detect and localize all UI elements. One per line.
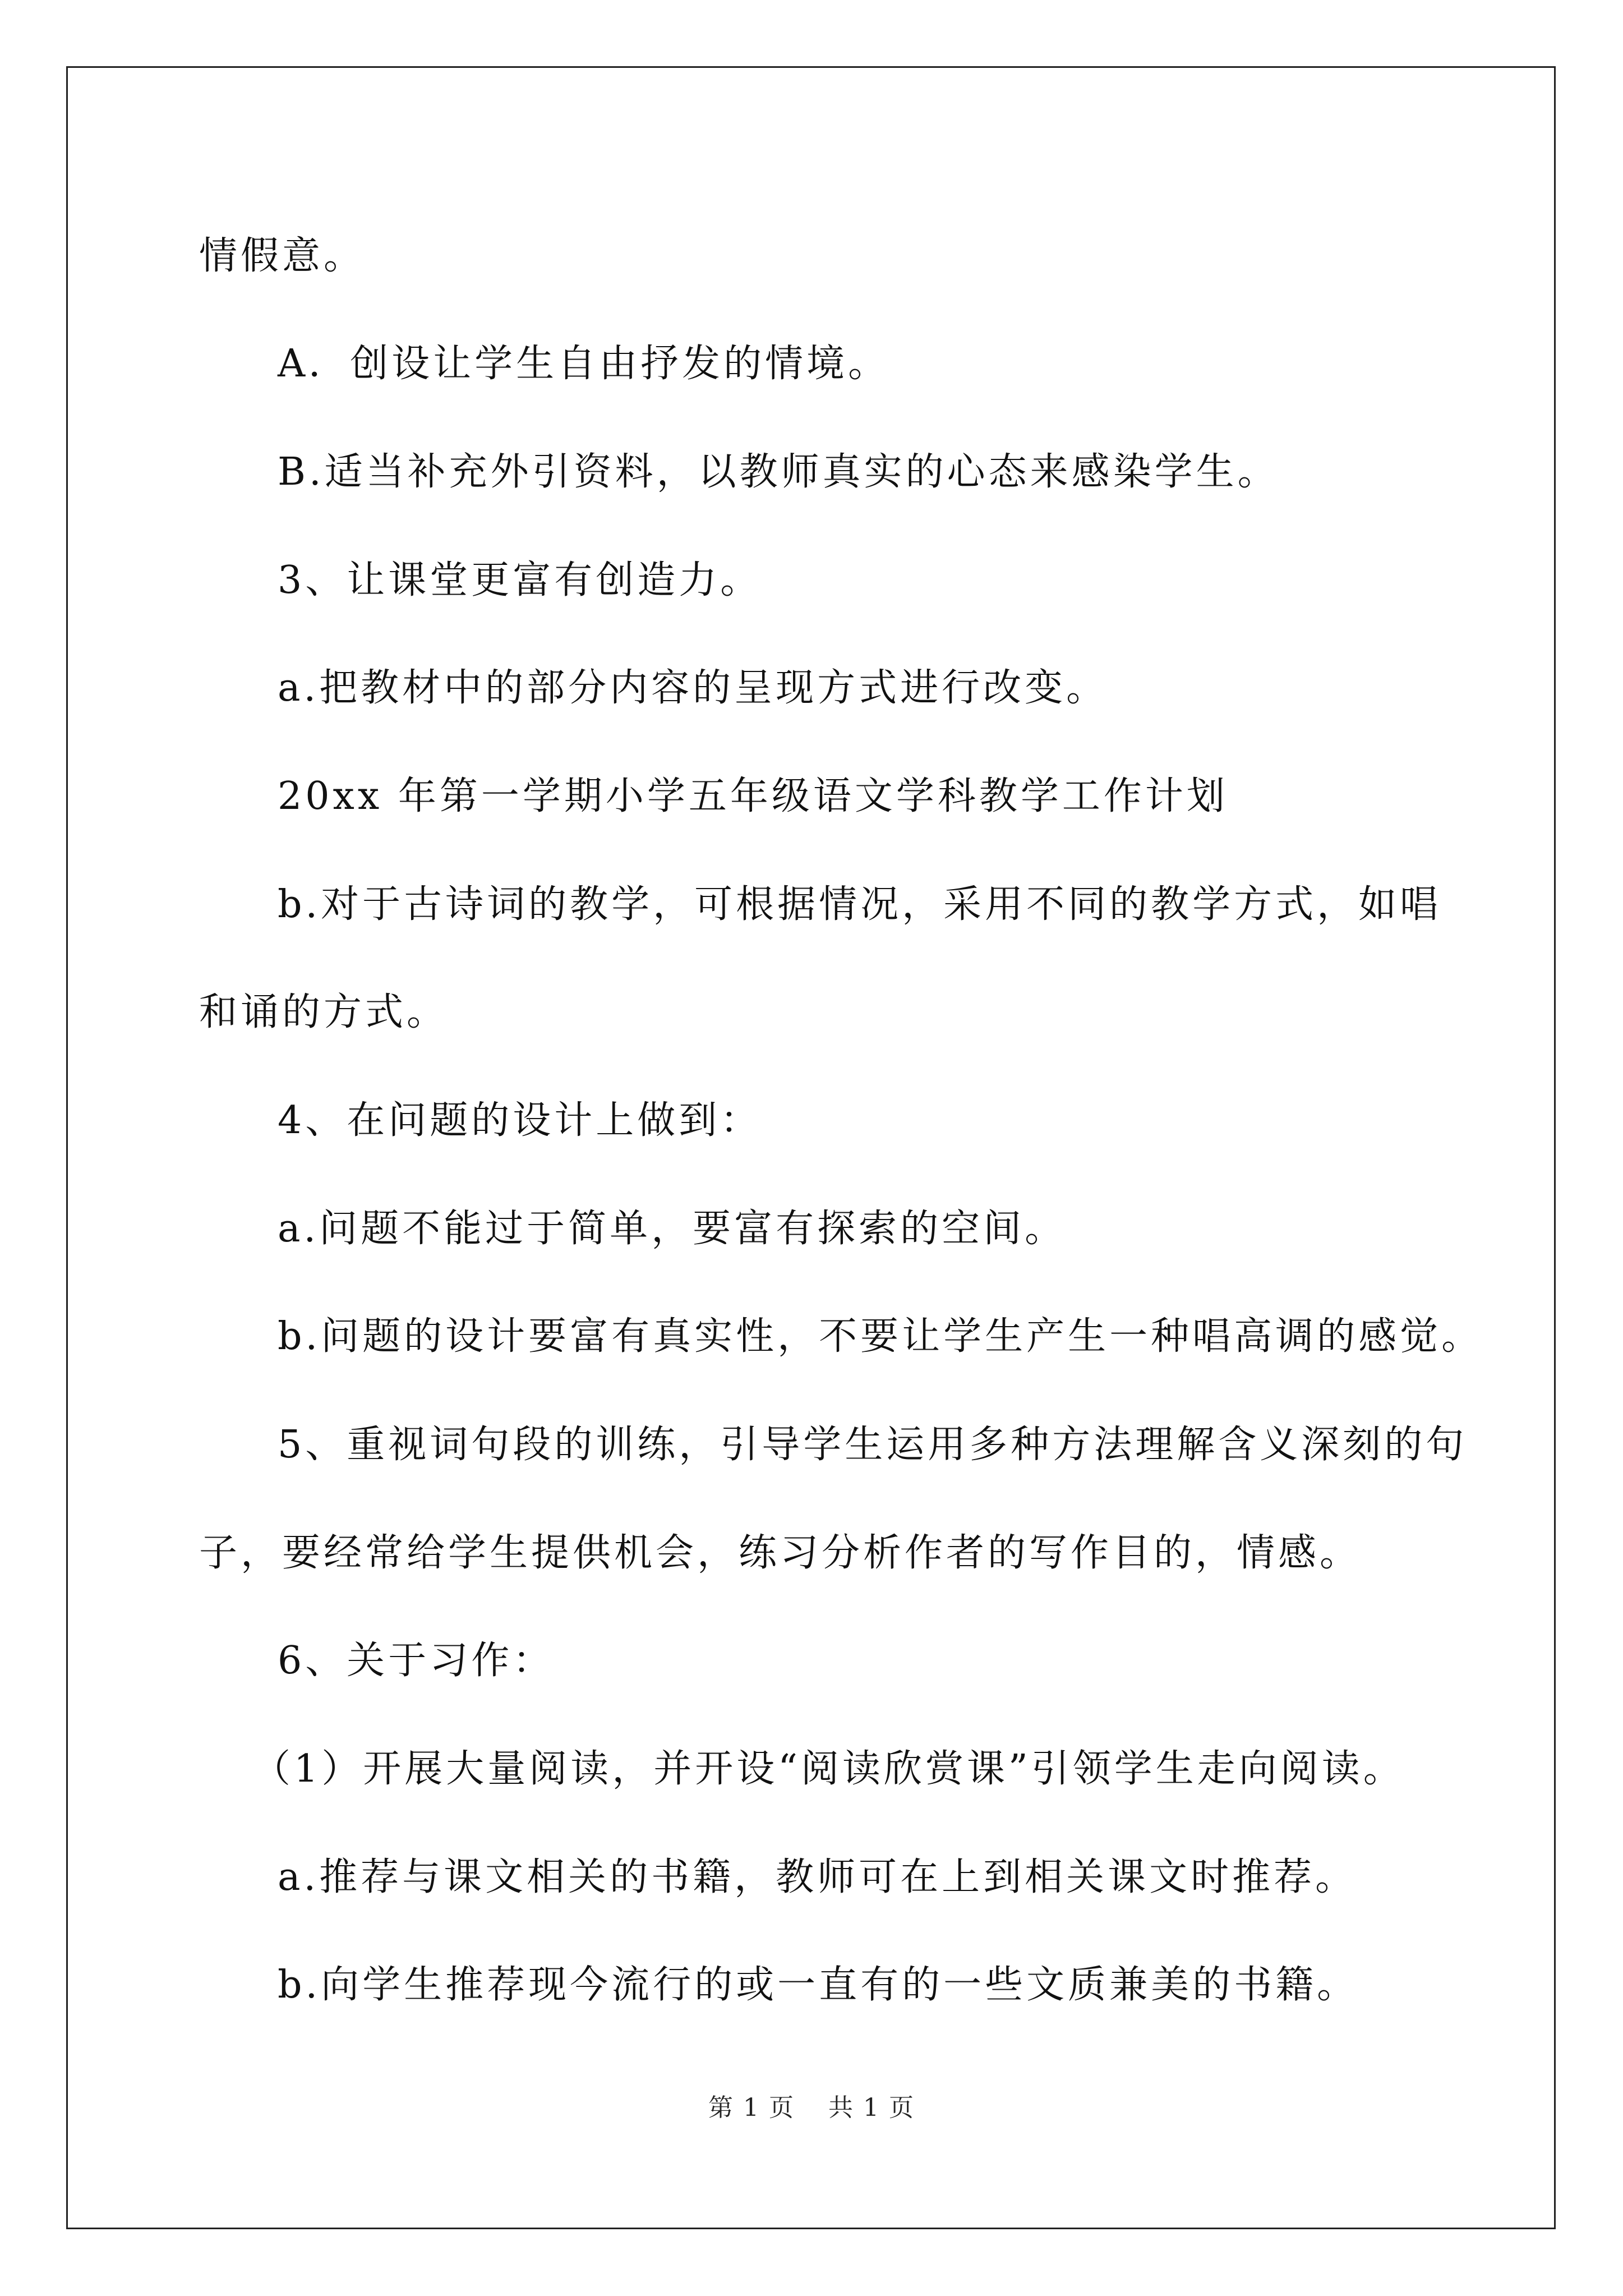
text-line-14: 6、关于习作：: [278, 1639, 555, 1683]
page-border: [66, 66, 1556, 2229]
text-line-10: a.问题不能过于简单，要富有探索的空间。: [278, 1207, 1067, 1251]
text-line-7: b.对于古诗词的教学，可根据情况，采用不同的教学方式，如唱: [278, 882, 1442, 927]
text-line-9: 4、在问题的设计上做到：: [278, 1098, 762, 1143]
text-line-11: b.问题的设计要富有真实性，不要让学生产生一种唱高调的感觉。: [278, 1314, 1483, 1359]
text-line-2: A．创设让学生自由抒发的情境。: [278, 342, 890, 386]
text-line-16: a.推荐与课文相关的书籍，教师可在上到相关课文时推荐。: [278, 1855, 1357, 1899]
page-footer: [0, 2091, 1623, 2125]
text-line-1: 情假意。: [199, 234, 366, 278]
text-line-6: 20xx 年第一学期小学五年级语文学科教学工作计划: [278, 774, 1228, 818]
text-line-8: 和诵的方式。: [199, 990, 449, 1034]
text-line-4: 3、让课堂更富有创造力。: [278, 558, 762, 602]
text-line-5: a.把教材中的部分内容的呈现方式进行改变。: [278, 666, 1108, 710]
text-line-15: （1）开展大量阅读，并开设“阅读欣赏课”引领学生走向阅读。: [252, 1747, 1405, 1791]
text-line-13: 子，要经常给学生提供机会，练习分析作者的写作目的，情感。: [199, 1531, 1362, 1575]
page-number: 第 1 页: [708, 2093, 795, 2122]
text-line-17: b.向学生推荐现今流行的或一直有的一些文质兼美的书籍。: [278, 1963, 1359, 2007]
text-line-12: 5、重视词句段的训练，引导学生运用多种方法理解含义深刻的句: [278, 1423, 1468, 1467]
text-line-3: B.适当补充外引资料，以教师真实的心态来感染学生。: [278, 450, 1279, 494]
page-total: 共 1 页: [828, 2093, 915, 2122]
